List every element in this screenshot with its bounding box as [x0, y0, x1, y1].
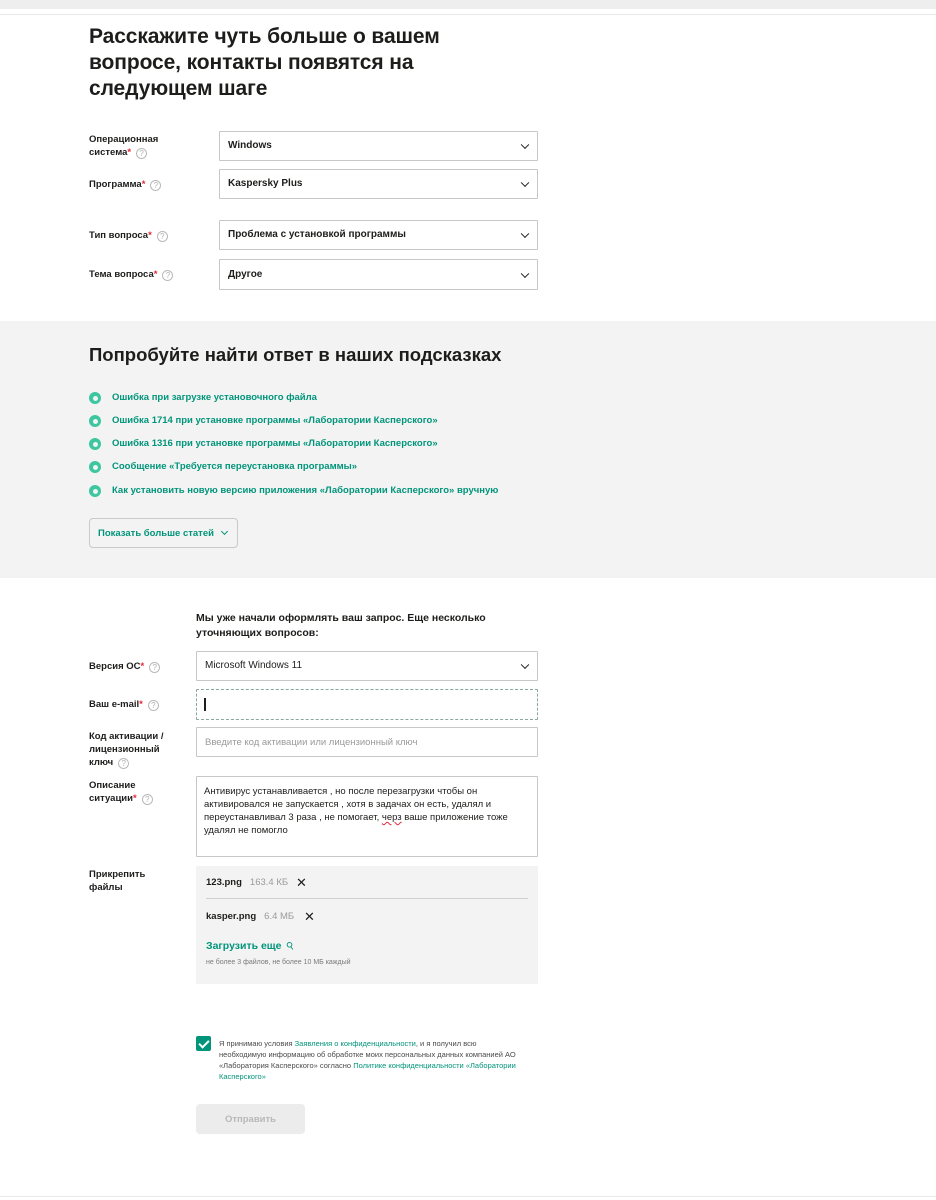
chevron-down-icon — [521, 141, 529, 149]
help-icon[interactable]: ? — [142, 794, 153, 805]
text-caret — [204, 698, 206, 711]
description-textarea[interactable]: Антивирус устанавливается , но после перезагрузки чтобы он активировался не запускается , хотя в задачах он есть, удалял и переустанавливал 3 раза , не помогает, черз ваше приложение тоже удалял не помогло — [196, 776, 538, 857]
attached-file: 123.png 163.4 КБ ✕ — [206, 875, 307, 890]
paperclip-icon: ⚲ — [284, 939, 297, 954]
help-icon[interactable]: ? — [157, 231, 168, 242]
spelling-error: черз — [381, 812, 402, 823]
remove-file-icon[interactable]: ✕ — [296, 875, 307, 890]
question-type-label: Тип вопроса* ? — [89, 229, 168, 242]
chevron-down-icon — [521, 230, 529, 238]
privacy-statement-link[interactable]: Заявления о конфиденциальности — [294, 1039, 416, 1048]
os-select[interactable]: Windows — [219, 131, 538, 161]
question-topic-label: Тема вопроса* ? — [89, 268, 173, 281]
program-label: Программа* ? — [89, 178, 161, 191]
chevron-down-icon — [521, 661, 529, 669]
upload-more-link[interactable]: Загрузить еще ⚲ — [206, 939, 297, 954]
divider — [0, 1196, 936, 1197]
help-icon[interactable]: ? — [148, 700, 159, 711]
chevron-down-icon — [521, 179, 529, 187]
question-topic-select[interactable]: Другое — [219, 259, 538, 290]
os-version-label: Версия ОС* ? — [89, 660, 160, 673]
bullet-icon — [89, 485, 101, 497]
bullet-icon — [89, 438, 101, 450]
chevron-down-icon — [221, 528, 228, 535]
description-label: Описание ситуации* ? — [89, 779, 169, 805]
remove-file-icon[interactable]: ✕ — [304, 909, 315, 924]
attached-file: kasper.png 6.4 МБ ✕ — [206, 909, 315, 924]
bullet-icon — [89, 392, 101, 404]
top-bar — [0, 0, 936, 9]
help-icon[interactable]: ? — [118, 758, 129, 769]
bullet-icon — [89, 415, 101, 427]
consent-text: Я принимаю условия Заявления о конфиденциальности, и я получил всю необходимую информацию об обработке моих персональных данных компанией АО «Лаборатория Касперского» согласно Политике конфиденциальности «Лаборатории Касперского» — [219, 1039, 516, 1081]
help-icon[interactable]: ? — [150, 180, 161, 191]
consent-checkbox[interactable] — [196, 1036, 211, 1051]
divider — [206, 898, 528, 899]
bullet-icon — [89, 461, 101, 473]
page-title: Расскажите чуть больше о вашем вопросе, контакты появятся на следующем шаге — [89, 25, 440, 100]
tips-title: Попробуйте найти ответ в наших подсказках — [89, 344, 502, 365]
chevron-down-icon — [521, 269, 529, 277]
os-label: Операционная система* ? — [89, 134, 159, 158]
submit-button[interactable]: Отправить — [196, 1104, 305, 1134]
help-icon[interactable]: ? — [162, 270, 173, 281]
show-more-button[interactable]: Показать больше статей — [89, 518, 238, 548]
attachments-area — [196, 866, 538, 984]
question-type-select[interactable]: Проблема с установкой программы — [219, 220, 538, 250]
upload-hint: не более 3 файлов, не более 10 МБ каждый — [206, 959, 351, 966]
help-icon[interactable]: ? — [136, 148, 147, 159]
divider — [0, 14, 936, 15]
activation-label: Код активации / лицензионный ключ ? — [89, 731, 164, 768]
email-label: Ваш e-mail* ? — [89, 698, 159, 711]
privacy-policy-link[interactable]: Политике конфиденциальности «Лаборатории Касперского» — [219, 1061, 516, 1081]
required-mark: * — [127, 147, 132, 158]
attach-label: Прикрепить файлы — [89, 869, 146, 893]
os-version-select[interactable]: Microsoft Windows 11 — [196, 651, 538, 681]
help-icon[interactable]: ? — [149, 662, 160, 673]
form-intro: Мы уже начали оформлять ваш запрос. Еще несколько уточняющих вопросов: — [196, 612, 486, 639]
email-field[interactable] — [196, 689, 538, 720]
activation-code-field[interactable]: Введите код активации или лицензионный ключ — [196, 727, 538, 757]
program-select[interactable]: Kaspersky Plus — [219, 169, 538, 199]
